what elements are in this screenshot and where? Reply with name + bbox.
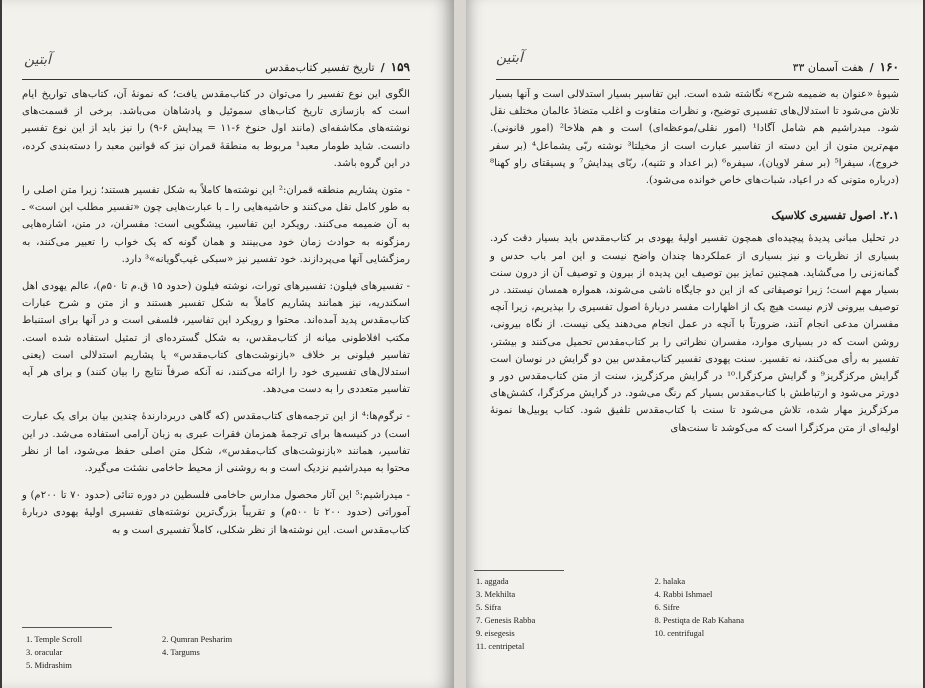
- footnote: 5. Sifra: [476, 602, 502, 612]
- running-title: تاریخ تفسیر کتاب‌مقدس: [264, 60, 375, 74]
- footnote: 5. Midrashim: [26, 660, 72, 670]
- paragraph: الگوی این نوع تفسیر را می‌توان در کتاب‌مقدس یافت؛ که نمونهٔ آن، کتاب‌های تواریخ ایام است که بازسازی تاریخ کتاب‌های سموئیل و پادشاهان می‌باشد. برخی از قسمت‌های نوشته‌های مکاشفه‌ای (مانند اول حنوخ ۶-۱۱ = پیدایش ۶-۹) را نیز باید از این نوع تفسیر دانست. شاید طومار معبد¹ مربوط به منطقهٔ قمران نیز که قوانین معبد را دسته‌بندی کرده، در این گروه باشد.: [22, 89, 410, 169]
- footnote: 7. Genesis Rabba: [476, 615, 536, 625]
- footnotes: [26, 633, 286, 672]
- footnote: 2. halaka: [654, 576, 686, 586]
- footnote: 3. oracular: [26, 647, 63, 657]
- right-page: [466, 0, 923, 688]
- footnote: 1. Temple Scroll: [26, 634, 83, 644]
- header-separator: /: [380, 60, 385, 74]
- footnote: 8. Pestiqta de Rab Kahana: [654, 615, 744, 625]
- footnote: 9. eisegesis: [476, 628, 515, 638]
- paragraph: شیوهٔ «عنوان به ضمیمه شرح» نگاشته شده است. این تفاسیر بسیار استدلالی است و آنها بسیار تلاش می‌شود تا استدلال‌های تفسیری توضیح، و نظرات متفاوت و اغلب متضادٔ عالمان مختلف نقل شود. میدراشیم هم شامل آگادا¹ (امور نقلی/موعظه‌ای) است و هم هلاخا² (امور قانونی). مهم‌ترین متون از این دسته از تفاسیر عبارت است از مخیلتا³ نوشته ربّی یشماعل⁴ (بر سفر خروج)، سیفرا⁵ (بر سفر لاویان)، سیفره⁶ (بر اعداد و تثنیه)، ربّای پیدایش⁷ و پسیقتای راو کهنا⁸ (درباره متونی که در اعیاد، شبات‌های خاص خوانده می‌شود).: [490, 89, 900, 187]
- footnote: 11. centripetal: [476, 641, 525, 651]
- paragraph: در تحلیل مبانی پدیدهٔ پیچیده‌ای همچون تفسیر اولیهٔ یهودی بر کتاب‌مقدس باید بسیار دقت کرد. بسیاری از نظریات و نیز بسیاری از عملکردها چندان واضح نیست و این امر باب حدس و گمانه‌زنی را می‌گشاید. همچنین تمایز بین توصیف این پدیده از بیرون و توصیف آن از درون سنت بسیار مهم است؛ زیرا توصیفاتی که از این دو جایگاه ناشی می‌شوند، همواره همسان نیستند. در توصیف بیرونی لازم نیست هیچ یک از اظهارات مفسر دربارهٔ اصول تفسیری را بپذیریم، زیرا آنچه مفسران مدعی انجام آنند، ضرورتاً با آنچه در عمل انجام می‌دهند یکی نیست. از نگاه بیرونی، روشن است که در بسیاری موارد، مفسران نظراتی را بر کتاب‌مقدس تحمیل می‌کنند و بیشتر، تفسیر به رأی می‌کنند، نه تفسیر. سنت یهودی تفسیر کتاب‌مقدس بین دو گرایش در نوسان است گرایش مرکزگریز⁹ و گرایش مرکزگرا.¹⁰ در گرایش مرکزگریز، سنت از متن کتاب‌مقدس دور و دورتر می‌شود و ارتباطش با کتاب‌مقدس بسیار کم رنگ می‌شود. در گرایش مرکزگرا، کشش‌های مرکزگریز مهار شده، تلاش می‌شود تا سنت با کتاب‌مقدس تلفیق شود. کتاب یوبیل‌ها نمونهٔ اولیه‌ای از متن مرکزگرا است که می‌کوشد تا سنت‌های: [490, 233, 900, 434]
- page-header: [496, 58, 899, 76]
- paragraph: - ترگوم‌ها:⁴ از این ترجمه‌های کتاب‌مقدس (که گاهی دربردارندهٔ چندین بیان برای یک عبارت است) در کنیسه‌ها برای ترجمهٔ همزمان فقرات عبری به زبان آرامی استفاده می‌شد. در این تفاسیر، همانند «بازنوشت‌های کتاب‌مقدس»، شکل متن اصلی حفظ می‌شود، اما از نظر محتوا به میدراشیم نزدیک است و به روشنی از محیط حاخامی نشئت می‌گیرد.: [22, 411, 410, 475]
- page-number: ۱۶۰: [879, 60, 899, 74]
- footnote: 4. Targums: [162, 647, 200, 657]
- footnote: 4. Rabbi Ishmael: [654, 589, 713, 599]
- footnote-rule: [474, 570, 564, 571]
- header-rule: [496, 79, 899, 80]
- footnote-rule: [22, 627, 112, 628]
- page-header: [22, 58, 410, 76]
- footnote: 2. Qumran Pesharim: [162, 634, 233, 644]
- page-number: ۱۵۹: [390, 60, 410, 74]
- paragraph: - تفسیرهای فیلون: تفسیرهای تورات، نوشته فیلون (حدود ۱۵ ق.م تا ۵۰م)، عالم یهودی اهل اسکندریه، نیز همانند پشاریم کاملاً به شکل تفسیر هستند و از متن و شرح عبارات کتاب‌مقدس پدید آمده‌اند. محتوا و رویکرد این تفاسیر، فلسفی است و در آنها برای استنباط مکتب افلاطونی میانه از کتاب‌مقدس، به شکل گسترده‌ای از تمثیل استفاده شده است. تفاسیر فیلونی بر خلاف «بازنوشت‌های کتاب‌مقدس» یا پشاریم استدلالی است (یعنی استدلال‌های تفسیری خود را ارائه می‌کنند، نه آنکه صرفاً نتایج را بیان کنند) و برای هر آیه تفاسیر متعددی را به دست می‌دهد.: [22, 281, 411, 396]
- paragraph: - میدراشیم:⁵ این آثار محصول مدارس حاخامی فلسطین در دوره تنائی (حدود ۷۰ تا ۲۰۰م) و آموراتی (حدود ۲۰۰ تا ۵۰۰م) و تقریباً بزرگ‌ترین نوشته‌های تفسیری اولیهٔ یهودی دربارهٔ کتاب‌مقدس است. این نوشته‌ها از نظر شکلی، کاملاً تفسیری است و به: [22, 490, 410, 536]
- book-gutter: [454, 0, 466, 688]
- footnotes: [476, 575, 821, 653]
- journal-logo: آبتین: [24, 52, 51, 68]
- body-text: [490, 86, 899, 437]
- paragraph: - متون پشاریم منطقه قمران:² این نوشته‌ها کاملاً به شکل تفسیر هستند؛ زیرا متن اصلی را به طور کامل نقل می‌کنند و حاشیه‌هایی را ـ با عبارت‌هایی چون «تفسیر مطلب این است» ـ به آن ضمیمه می‌کنند. رویکرد این تفاسیر، پیشگویی است: مفسران، در متن، اشاره‌هایی رمزگونه به حوادث زمان خود می‌بینند و همان گونه که یک خواب را تعبیر می‌کنند، به رمزگشایی آنها می‌پردازند. خود تفسیر نیز «سبکی غیب‌گویانه»³ دارد.: [22, 185, 410, 265]
- left-page: [2, 0, 454, 688]
- header-rule: [22, 79, 410, 80]
- section-title: ۲.۱. اصول تفسیری کلاسیک: [771, 209, 899, 223]
- footnote: 3. Mekhilta: [476, 589, 516, 599]
- running-title: هفت آسمان ۳۳: [792, 60, 864, 74]
- body-text: [22, 86, 410, 539]
- header-separator: /: [869, 60, 874, 74]
- footnote: 6. Sifre: [654, 602, 680, 612]
- footnote: 1. aggada: [476, 576, 509, 586]
- footnote: 10. centrifugal: [654, 628, 705, 638]
- journal-logo: آبتین: [496, 50, 523, 66]
